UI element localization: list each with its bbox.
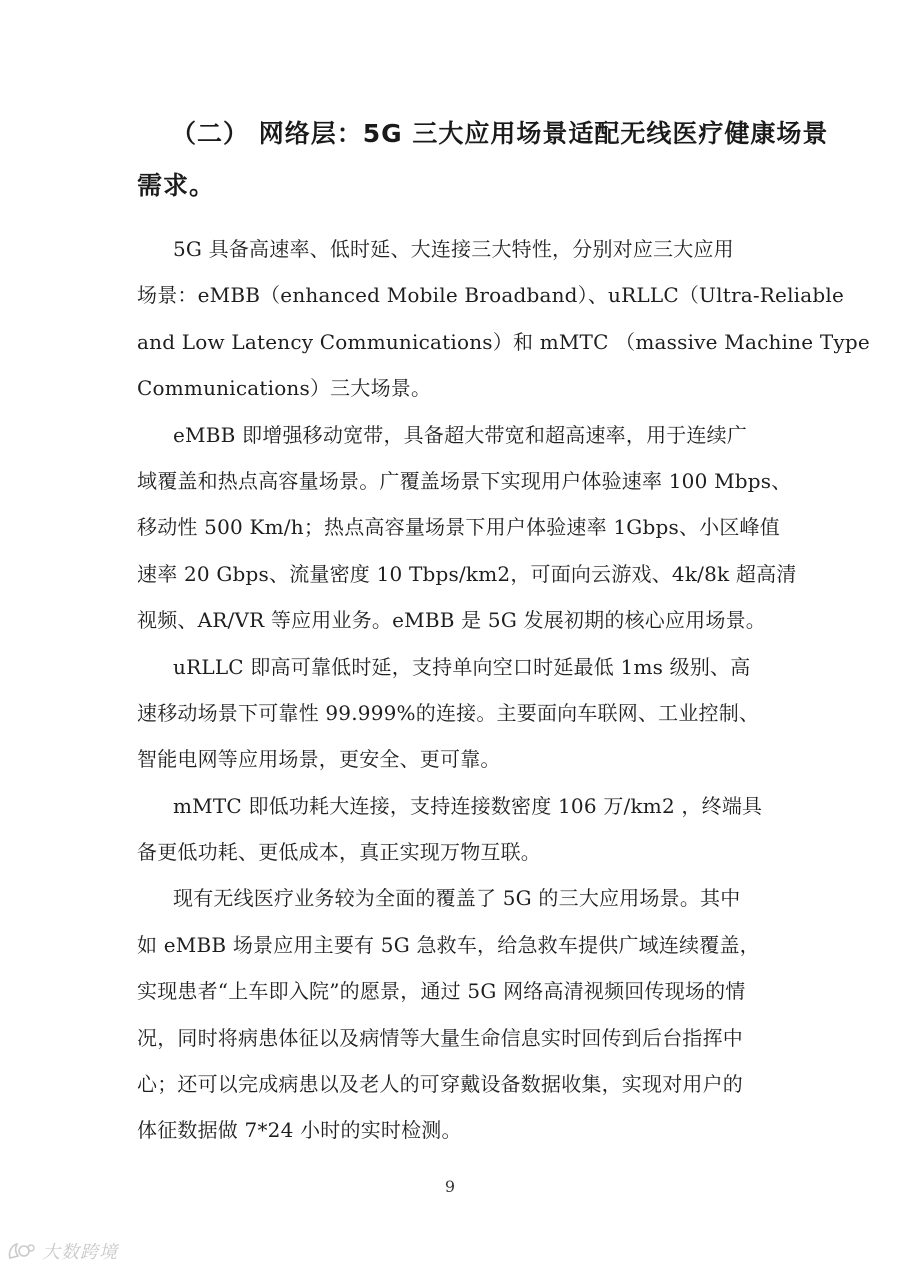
page-number: 9 — [444, 1177, 456, 1196]
text-line: 心；还可以完成病患以及老人的可穿戴设备数据收集，实现对用户的 — [137, 1072, 743, 1097]
paragraph-urllc — [137, 644, 767, 783]
paragraph-5g-features — [137, 226, 870, 412]
text-line: 现有无线医疗业务较为全面的覆盖了 5G 的三大应用场景。其中 — [173, 886, 741, 911]
text-line: 移动性 500 Km/h；热点高容量场景下用户体验速率 1Gbps、小区峰值 — [137, 515, 780, 540]
text-line: 智能电网等应用场景，更安全、更可靠。 — [137, 747, 501, 772]
text-line: and Low Latency Communications）和 mMTC （massive Machine Type — [137, 329, 870, 354]
text-line: Communications）三大场景。 — [137, 376, 432, 401]
text-line: 实现患者“上车即入院”的愿景，通过 5G 网络高清视频回传现场的情 — [137, 979, 746, 1004]
text-line: 速移动场景下可靠性 99.999%的连接。主要面向车联网、工业控制、 — [137, 700, 760, 725]
document-body — [137, 226, 870, 1154]
text-line: uRLLC 即高可靠低时延，支持单向空口时延最低 1ms 级别、高 — [173, 654, 751, 679]
text-line: 速率 20 Gbps、流量密度 10 Tbps/km2，可面向云游戏、4k/8k 超高清 — [137, 561, 797, 586]
text-line: eMBB 即增强移动宽带，具备超大带宽和超高速率，用于连续广 — [173, 422, 748, 447]
text-line: 备更低功耗、更低成本，真正实现万物互联。 — [137, 840, 541, 865]
section-heading-line-1: （二） 网络层：5G 三大应用场景适配无线医疗健康场景 — [171, 119, 829, 148]
watermark — [6, 1238, 118, 1264]
text-line: 况，同时将病患体征以及病情等大量生命信息实时回传到后台指挥中 — [137, 1025, 743, 1050]
paragraph-wireless-medical — [137, 875, 767, 1153]
text-line: 5G 具备高速率、低时延、大连接三大特性，分别对应三大应用 — [173, 237, 734, 261]
watermark-text: 大数跨境 — [42, 1242, 118, 1263]
section-heading — [137, 108, 829, 212]
text-line: 视频、AR/VR 等应用业务。eMBB 是 5G 发展初期的核心应用场景。 — [137, 608, 766, 633]
text-line: 体征数据做 7*24 小时的实时检测。 — [137, 1118, 462, 1143]
text-line: mMTC 即低功耗大连接，支持连接数密度 106 万/km2 ，终端具 — [173, 793, 763, 818]
paragraph-embb — [137, 412, 797, 644]
watermark-logo-icon — [6, 1240, 36, 1262]
paragraph-mmtc — [137, 783, 767, 876]
text-line: 域覆盖和热点高容量场景。广覆盖场景下实现用户体验速率 100 Mbps、 — [137, 468, 792, 493]
section-heading-line-2: 需求。 — [137, 171, 216, 200]
text-line: 场景：eMBB（enhanced Mobile Broadband）、uRLLC（Ultra-Reliable — [137, 283, 845, 308]
text-line: 如 eMBB 场景应用主要有 5G 急救车，给急救车提供广域连续覆盖， — [137, 932, 760, 957]
